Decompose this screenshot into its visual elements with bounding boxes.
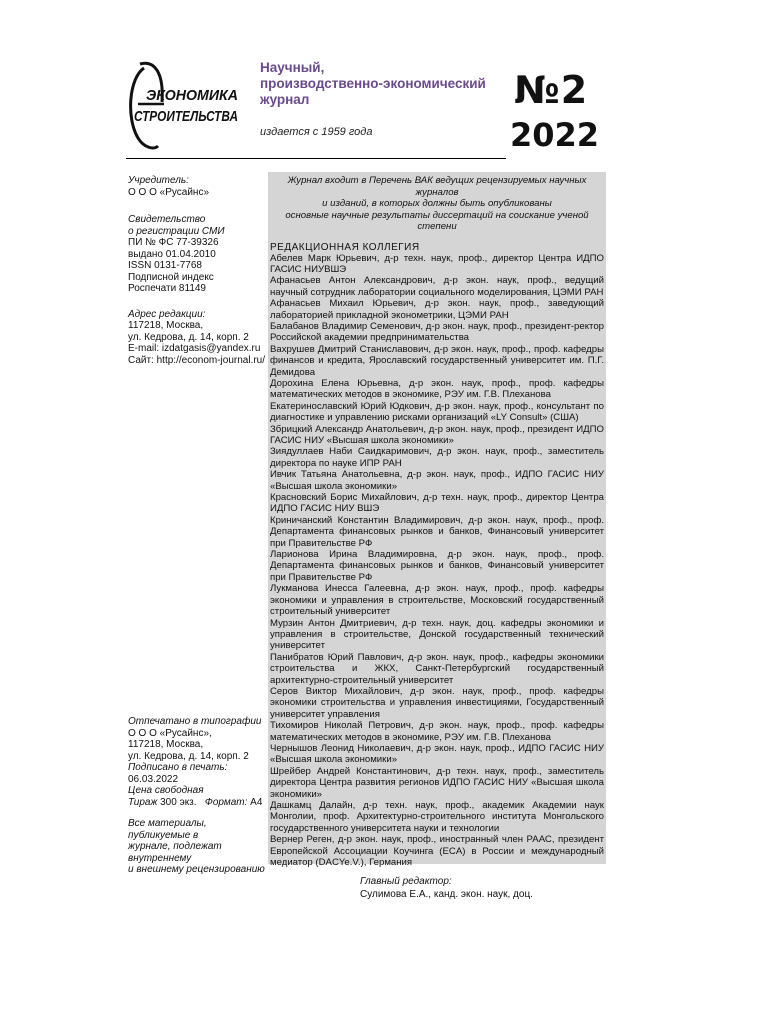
logo-line-1: ЭКОНОМИКА — [146, 87, 238, 104]
board-member: Ларионова Ирина Владимировна, д-р экон. наук, проф., проф. Департамента финансовых рынков и банков, Финансовый университет при Правительстве РФ — [270, 549, 604, 583]
tagline-line: журнал — [260, 92, 310, 107]
board-member: Тихомиров Николай Петрович, д-р экон. наук, проф., проф. кафедры математических методов в экономике, РЭУ им. Г.В. Плеханова — [270, 720, 604, 743]
board-member: Лукманова Инесса Галеевна, д-р экон. наук, проф., проф. кафедры экономики и управления в строительстве, Московский государственный строительный университет — [270, 583, 604, 618]
board-member: Панибратов Юрий Павлович, д-р экон. наук, проф., кафедры экономики строительства и ЖКХ, Санкт-Петербургский государственный архитектурно-строительный университет — [270, 651, 604, 686]
board-member: Афанасьев Антон Александрович, д-р экон. наук, проф., ведущий научный сотрудник лаборатории социального моделирования, ЦЭМИ РАН — [270, 275, 604, 298]
printed-line: О О О «Русайнс», — [128, 727, 212, 739]
vak-note — [268, 172, 606, 233]
board-title: РЕДАКЦИОННАЯ КОЛЛЕГИЯ — [270, 241, 420, 253]
published-since: издается с 1959 года — [260, 126, 373, 138]
cert-label: о регистрации СМИ — [128, 225, 225, 237]
email-link[interactable]: E-mail: izdatgasis@yandex.ru — [128, 343, 261, 354]
vak-note-line: Журнал входит в Перечень ВАК ведущих рецензируемых научных журналов — [287, 175, 587, 198]
print-info — [128, 716, 268, 876]
signed-date: 06.03.2022 — [128, 773, 179, 785]
board-member: Ивчик Татьяна Анатольевна, д-р экон. наук, проф., ИДПО ГАСИС НИУ «Высшая школа экономики» — [270, 469, 604, 492]
cert-line: Роспечати 81149 — [128, 283, 206, 294]
circulation-label: Тираж — [128, 796, 158, 808]
board-member: Вахрушев Дмитрий Станиславович, д-р экон. наук, проф., проф. кафедры финансов и кредита, Ярославский государственный университет им. П.Г. Демидова — [270, 343, 604, 378]
printed-line: 117218, Москва, — [128, 739, 204, 750]
printed-label: Отпечатано в типографии — [128, 716, 262, 727]
board-member: Балабанов Владимир Семенович, д-р экон. наук, проф., президент-ректор Российской академии предпринимательства — [270, 320, 604, 344]
website-link[interactable]: Сайт: http://econom-journal.ru/ — [128, 354, 266, 366]
board-member: Зиядуллаев Наби Саидкаримович, д-р экон. наук, проф., заместитель директора по науке ИПР РАН — [270, 446, 604, 469]
cert-line: Подписной индекс — [128, 271, 214, 283]
address-label: Адрес редакции: — [128, 308, 206, 320]
review-note: журнале, подлежат внутреннему — [128, 841, 222, 864]
board-member: Шрейбер Андрей Константинович, д-р техн. наук, проф., заместитель директора Центра развития регионов ИДПО ГАСИС НИУ «Высшая школа экономики» — [270, 765, 604, 800]
founder-label: Учредитель: — [128, 175, 189, 186]
board-member: Серов Виктор Михайлович, д-р экон. наук, проф., проф. кафедры экономики строительства и управления инвестициями, Государственный университет управления — [270, 685, 604, 720]
vak-note-line: и изданий, в которых должны быть опубликованы — [322, 198, 552, 209]
review-note: и внешнему рецензированию — [128, 864, 265, 875]
review-note: Все материалы, публикуемые в — [128, 818, 207, 841]
board-member: Красновский Борис Михайлович, д-р техн. наук, проф., директор Центра ИДПО ГАСИС НИУ ВШЭ — [270, 492, 604, 515]
cert-label: Свидетельство — [128, 214, 206, 225]
founder: О О О «Русайнс» — [128, 186, 210, 198]
cert-line: ISSN 0131-7768 — [128, 260, 202, 271]
signed-label: Подписано в печать: — [128, 762, 228, 773]
tagline-line: производственно-экономический — [260, 76, 486, 91]
board-member: Екатеринославский Юрий Юдкович, д-р экон. наук, проф., консультант по диагностике и управлению рисками организаций «LY Consult» (США) — [270, 400, 604, 424]
imprint-column — [128, 175, 266, 376]
board-members-list — [268, 253, 606, 869]
board-member: Дорохина Елена Юрьевна, д-р экон. наук, проф., проф. кафедры математических методов в экономике, РЭУ им. Г.В. Плеханова — [270, 377, 604, 401]
circulation: 300 экз. — [160, 796, 197, 808]
cert-line: выдано 01.04.2010 — [128, 248, 216, 260]
editor-label: Главный редактор: — [360, 876, 452, 888]
journal-logo — [124, 58, 242, 156]
editor-name: Сулимова Е.А., канд. экон. наук, доц. — [360, 889, 533, 901]
board-member: Дашкамц Далайн, д-р техн. наук, проф., академик Академии наук Монголии, проф. Архитектурно-строительного института Монгольского государственного университета науки и технологии — [270, 800, 604, 834]
issue-number: №2 — [514, 68, 589, 112]
logo-line-2: СТРОИТЕЛЬСТВА — [134, 108, 238, 125]
journal-tagline — [260, 60, 500, 108]
address-line: ул. Кедрова, д. 14, корп. 2 — [128, 331, 249, 343]
board-member: Збрицкий Александр Анатольевич, д-р экон. наук, проф., президент ИДПО ГАСИС НИУ «Высшая школа экономики» — [270, 423, 604, 446]
cert-line: ПИ № ФС 77-39326 — [128, 237, 219, 248]
board-member: Вернер Реген, д-р экон. наук, проф., иностранный член РААС, президент Европейской Ассоциации Коучинга (ECA) в России и международный медиатор (DACYe.V.), Германия — [270, 834, 604, 869]
price: Цена свободная — [128, 785, 204, 796]
format-label: Формат: — [204, 796, 248, 808]
address-line: 117218, Москва, — [128, 320, 204, 331]
header-divider — [126, 158, 506, 159]
editorial-board-panel — [268, 172, 606, 901]
board-member: Афанасьев Михаил Юрьевич, д-р экон. наук, проф., заведующий лабораторией прикладной эконометрики, ЦЭМИ РАН — [270, 298, 604, 321]
board-member: Чернышов Леонид Николаевич, д-р экон. наук, проф., ИДПО ГАСИС НИУ «Высшая школа экономики» — [270, 742, 604, 766]
board-member: Абелев Марк Юрьевич, д-р техн. наук, проф., директор Центра ИДПО ГАСИС НИУВШЭ — [270, 252, 604, 275]
printed-line: ул. Кедрова, д. 14, корп. 2 — [128, 750, 249, 762]
vak-note-line: основные научные результаты диссертаций на соискание ученой степени — [285, 209, 589, 232]
board-member: Криничанский Константин Владимирович, д-р экон. наук, проф., проф. Департамента финансовых рынков и банков, Финансовый университет при Правительстве РФ — [270, 514, 604, 549]
tagline-line: Научный, — [260, 60, 325, 75]
issue-year: 2022 — [510, 116, 600, 154]
format: А4 — [250, 796, 263, 808]
board-member: Мурзин Антон Дмитриевич, д-р техн. наук, доц. кафедры экономики и управления в строительстве, Донской государственный технический университет — [270, 617, 604, 652]
